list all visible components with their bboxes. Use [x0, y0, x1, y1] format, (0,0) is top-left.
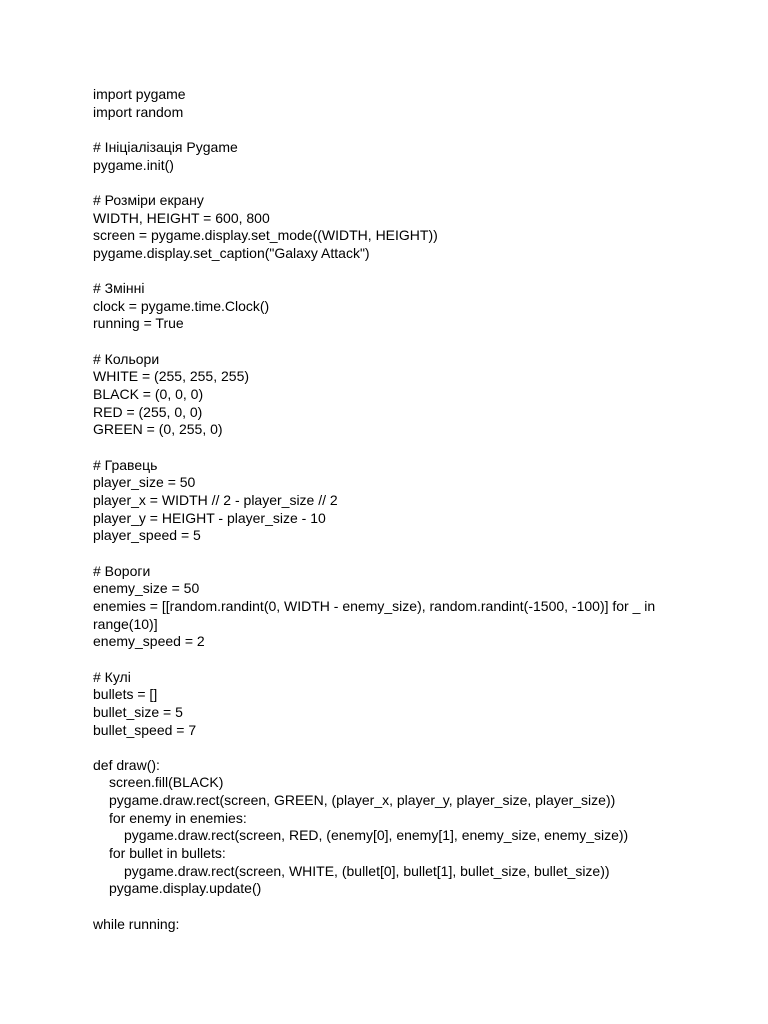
code-comment: # Ініціалізація Pygame	[93, 138, 238, 155]
code-line: screen = pygame.display.set_mode((WIDTH, HEIGHT))	[93, 227, 438, 244]
code-line: bullets = []	[93, 686, 158, 703]
code-line: player_y = HEIGHT - player_size - 10	[93, 509, 326, 526]
code-line: enemy_speed = 2	[93, 633, 205, 650]
code-line: GREEN = (0, 255, 0)	[93, 421, 223, 438]
code-line: player_x = WIDTH // 2 - player_size // 2	[93, 492, 338, 509]
blank-line	[93, 174, 683, 192]
code-line: range(10)]	[93, 615, 158, 632]
code-comment: # Змінні	[93, 280, 145, 297]
code-line: pygame.draw.rect(screen, RED, (enemy[0], enemy[1], enemy_size, enemy_size))	[124, 827, 629, 844]
blank-line	[93, 121, 683, 139]
code-line: pygame.display.update()	[109, 880, 262, 897]
code-comment: # Гравець	[93, 456, 158, 473]
blank-line	[93, 898, 683, 916]
code-line: clock = pygame.time.Clock()	[93, 297, 270, 314]
code-line: while running:	[93, 915, 180, 932]
code-line: bullet_speed = 7	[93, 721, 197, 738]
code-listing	[93, 86, 683, 933]
code-comment: # Кулі	[93, 668, 131, 685]
code-line: bullet_size = 5	[93, 703, 183, 720]
blank-line	[93, 545, 683, 563]
code-line: player_speed = 5	[93, 527, 201, 544]
code-line: pygame.draw.rect(screen, GREEN, (player_x, player_y, player_size, player_size))	[109, 792, 616, 809]
blank-line	[93, 651, 683, 669]
blank-line	[93, 333, 683, 351]
code-line: enemies = [[random.randint(0, WIDTH - enemy_size), random.randint(-1500, -100)] for _ in	[93, 597, 656, 614]
blank-line	[93, 439, 683, 457]
code-line: screen.fill(BLACK)	[109, 774, 224, 791]
code-line: RED = (255, 0, 0)	[93, 403, 203, 420]
code-line: pygame.init()	[93, 156, 174, 173]
code-line: pygame.draw.rect(screen, WHITE, (bullet[0], bullet[1], bullet_size, bullet_size))	[124, 862, 610, 879]
code-line: WHITE = (255, 255, 255)	[93, 368, 250, 385]
code-line: import random	[93, 103, 184, 120]
code-line: player_size = 50	[93, 474, 196, 491]
code-line: enemy_size = 50	[93, 580, 200, 597]
code-line: pygame.display.set_caption("Galaxy Attack")	[93, 244, 370, 261]
code-comment: # Вороги	[93, 562, 151, 579]
code-comment: # Кольори	[93, 350, 160, 367]
code-line: for bullet in bullets:	[109, 845, 226, 862]
code-comment: # Розміри екрану	[93, 191, 204, 208]
code-line: BLACK = (0, 0, 0)	[93, 386, 204, 403]
code-line: running = True	[93, 315, 184, 332]
code-line: import pygame	[93, 86, 186, 102]
code-line: def draw():	[93, 756, 160, 773]
blank-line	[93, 739, 683, 757]
code-line: WIDTH, HEIGHT = 600, 800	[93, 209, 270, 226]
code-line: for enemy in enemies:	[109, 809, 247, 826]
blank-line	[93, 263, 683, 281]
